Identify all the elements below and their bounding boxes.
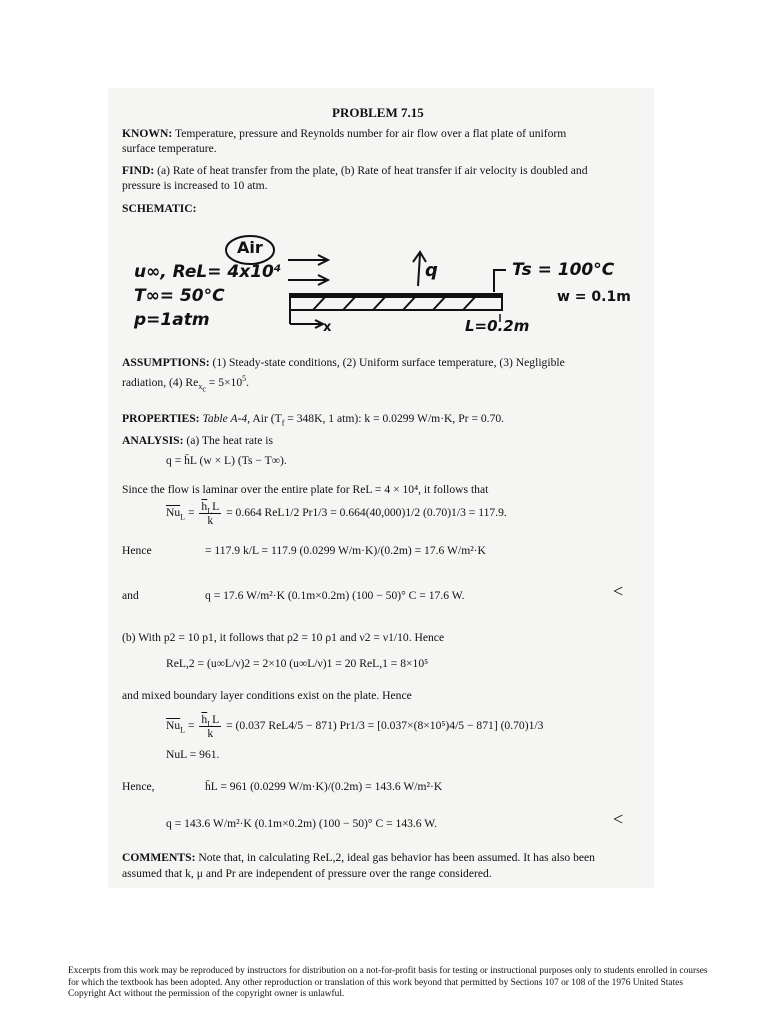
comments-line-1 [122, 851, 595, 864]
h-mixed-equation: h̄L = 961 (0.0299 W/m·K)/(0.2m) = 143.6 W/m²·K [205, 780, 443, 793]
hence-label: Hence [122, 544, 152, 557]
assumptions-label: ASSUMPTIONS: [122, 356, 210, 369]
width-label: w = 0.1m [557, 289, 631, 305]
re-value: = 5×10 [205, 376, 243, 389]
comments-text: Note that, in calculating ReL,2, ideal gas behavior has been assumed. It has also been [198, 851, 595, 864]
page-title: PROBLEM 7.15 [332, 105, 424, 120]
re-subsub: c [202, 384, 206, 394]
heat-rate-label: q [425, 260, 438, 281]
x-axis-arrow [290, 310, 323, 328]
known-label: KNOWN: [122, 127, 173, 140]
properties-text: , Air (T [247, 412, 282, 425]
reynolds-ratio-equation: ReL,2 = (u∞L/ν)2 = 2×10 (u∞L/ν)1 = 20 ReL,1 = 8×10⁵ [166, 657, 429, 670]
laminar-statement: Since the flow is laminar over the entire plate for ReL = 4 × 10⁴, it follows that [122, 483, 489, 496]
flow-arrows [288, 255, 328, 285]
analysis-label: ANALYSIS: [122, 434, 184, 447]
analysis-a-text: (a) The heat rate is [186, 434, 274, 447]
h-laminar-equation: = 117.9 k/L = 117.9 (0.0299 W/m·K)/(0.2m) = 17.6 W/m²·K [205, 544, 486, 557]
known-text: Temperature, pressure and Reynolds number for air flow over a flat plate of uniform [174, 127, 567, 140]
properties-line [122, 412, 505, 428]
q-mixed-result: q = 143.6 W/m²·K (0.1m×0.2m) (100 − 50)° C = 143.6 W. [166, 817, 438, 830]
ts-leader [494, 270, 506, 292]
length-label: L=0.2m [465, 317, 530, 335]
assumptions-line-2 [122, 374, 250, 394]
nusselt-laminar-rhs: = 0.664 ReL1/2 Pr1/3 = 0.664(40,000)1/2 (0.70)1/3 = 117.9. [226, 506, 507, 520]
properties-table: Table A-4 [202, 412, 248, 425]
find-line-1 [122, 164, 588, 177]
properties-sub: f [281, 418, 285, 428]
known-line-1 [122, 127, 566, 140]
hence-label-2: Hence, [122, 780, 155, 793]
comments-label: COMMENTS: [122, 851, 196, 864]
find-text: (a) Rate of heat transfer from the plate, (b) Rate of heat transfer if air velocity is doubled and [157, 164, 588, 177]
properties-label: PROPERTIES: [122, 412, 200, 425]
copyright-footer: Excerpts from this work may be reproduced by instructors for distribution on a not-for-profit basis for testing or instructional purposes only to students enrolled in courses for which the textbook has been adopted. Any other reproduction or translation of this work beyond that permitted by Sections 107 or 108 of the 1976 United States Copyright Act without the permission of the copyright owner is unlawful. [68, 966, 708, 1000]
answer-marker-b: < [613, 809, 624, 829]
part-b-statement: (b) With p2 = 10 p1, it follows that ρ2 = 10 ρ1 and ν2 = ν1/10. Hence [122, 631, 445, 644]
nusselt-laminar-equation: $\overline{Nu}_L$ = $\frac{\overline{h}_LL}{k}$ = 0.664 ReL1/2 Pr1/3 = 0.664(40,000)1/2 (0.70)1/3 = 117.9. [166, 500, 507, 527]
heat-rate-equation: q = h̄L (w × L) (Ts − T∞). [166, 454, 287, 467]
find-line-2: pressure is increased to 10 atm. [122, 179, 268, 192]
analysis-line [122, 434, 273, 447]
q-laminar-result: q = 17.6 W/m²·K (0.1m×0.2m) (100 − 50)° C = 17.6 W. [205, 589, 465, 602]
assumptions-text: (1) Steady-state conditions, (2) Uniform surface temperature, (3) Negligible [212, 356, 565, 369]
inflow-conditions-3: p=1atm [134, 310, 210, 330]
nusselt-mixed-rhs: = (0.037 ReL4/5 − 871) Pr1/3 = [0.037×(8×10⁵)4/5 − 871] (0.70)1/3 [226, 719, 544, 733]
schematic-label: SCHEMATIC: [122, 202, 197, 215]
inflow-conditions-2: T∞= 50°C [134, 286, 225, 306]
air-label: Air [237, 238, 263, 257]
comments-line-2: assumed that k, μ and Pr are independent of pressure over the range considered. [122, 867, 492, 880]
find-label: FIND: [122, 164, 155, 177]
inflow-conditions-1: u∞, ReL= 4x10⁴ [134, 262, 282, 282]
assumptions-period: . [246, 376, 250, 389]
nusselt-mixed-value: NuL = 961. [166, 748, 220, 761]
surface-temperature-label: Ts = 100°C [512, 260, 615, 280]
answer-marker-a: < [613, 581, 624, 601]
plate [290, 294, 502, 310]
assumptions-re-text: radiation, (4) Re [122, 376, 199, 389]
re-sub: x [198, 382, 203, 392]
re-exponent: 5 [242, 374, 247, 384]
properties-rest: = 348K, 1 atm): k = 0.0299 W/m·K, Pr = 0.70. [284, 412, 505, 425]
and-label: and [122, 589, 139, 602]
x-label: x [323, 320, 332, 335]
nusselt-mixed-equation: $\overline{Nu}_L$ = $\frac{\overline{h}_LL}{k}$ = (0.037 ReL4/5 − 871) Pr1/3 = [0.037×(8×10⁵)4/5 − 871] (0.70)1/3 [166, 713, 544, 740]
mixed-statement: and mixed boundary layer conditions exist on the plate. Hence [122, 689, 412, 702]
known-line-2: surface temperature. [122, 142, 217, 155]
assumptions-line-1 [122, 356, 565, 369]
